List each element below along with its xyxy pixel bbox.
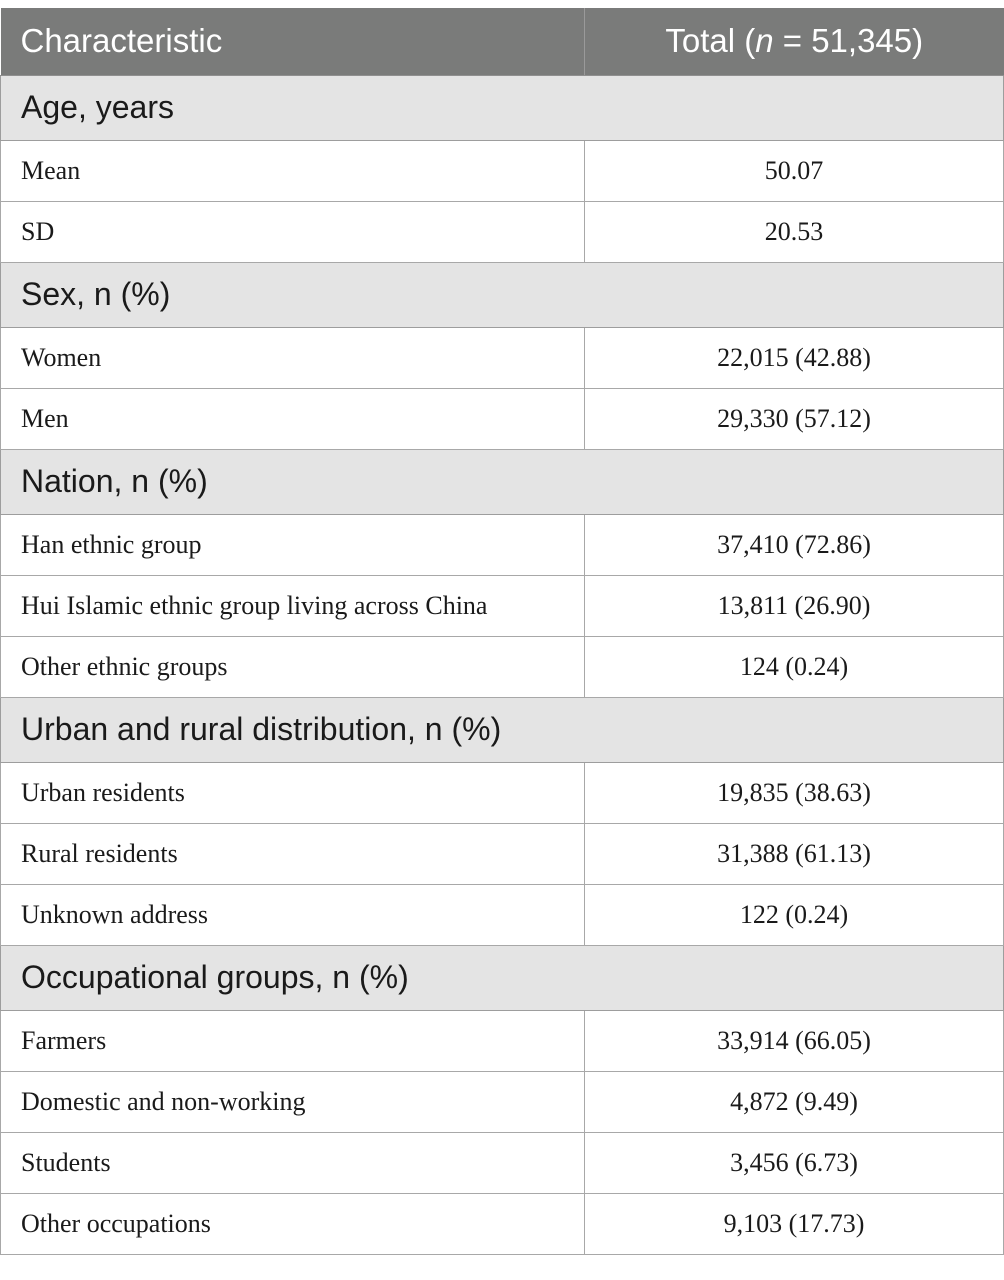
row-label: SD [1, 201, 585, 262]
row-value: 9,103 (17.73) [585, 1193, 1004, 1254]
header-total-suffix: = 51,345) [773, 22, 924, 60]
section-title: Age, years [1, 75, 1004, 140]
row-label: Other ethnic groups [1, 636, 585, 697]
section-title: Occupational groups, n (%) [1, 945, 1004, 1010]
row-label: Students [1, 1132, 585, 1193]
section-row-nation [1, 449, 1004, 514]
row-label: Hui Islamic ethnic group living across China [1, 575, 585, 636]
table-row [1, 1010, 1004, 1071]
row-value: 33,914 (66.05) [585, 1010, 1004, 1071]
section-title: Urban and rural distribution, n (%) [1, 697, 1004, 762]
characteristics-table [0, 8, 1004, 1255]
table-row [1, 1132, 1004, 1193]
characteristics-table-container [0, 8, 1003, 1255]
row-value: 37,410 (72.86) [585, 514, 1004, 575]
header-total [585, 8, 1004, 75]
table-row [1, 884, 1004, 945]
row-value: 29,330 (57.12) [585, 388, 1004, 449]
section-title: Sex, n (%) [1, 262, 1004, 327]
table-row [1, 140, 1004, 201]
section-row-occupational [1, 945, 1004, 1010]
row-value: 124 (0.24) [585, 636, 1004, 697]
header-total-prefix: Total ( [665, 22, 756, 60]
table-row [1, 762, 1004, 823]
header-total-n: n [755, 22, 774, 60]
section-title: Nation, n (%) [1, 449, 1004, 514]
table-row [1, 388, 1004, 449]
section-row-age [1, 75, 1004, 140]
row-label: Men [1, 388, 585, 449]
row-value: 4,872 (9.49) [585, 1071, 1004, 1132]
table-row [1, 201, 1004, 262]
row-value: 50.07 [585, 140, 1004, 201]
row-label: Other occupations [1, 1193, 585, 1254]
table-row [1, 327, 1004, 388]
row-value: 13,811 (26.90) [585, 575, 1004, 636]
row-label: Urban residents [1, 762, 585, 823]
row-value: 20.53 [585, 201, 1004, 262]
row-label: Mean [1, 140, 585, 201]
row-label: Domestic and non-working [1, 1071, 585, 1132]
section-row-urban-rural [1, 697, 1004, 762]
row-value: 31,388 (61.13) [585, 823, 1004, 884]
row-label: Women [1, 327, 585, 388]
row-label: Unknown address [1, 884, 585, 945]
table-row [1, 1071, 1004, 1132]
table-header-row [1, 8, 1004, 75]
row-value: 19,835 (38.63) [585, 762, 1004, 823]
table-row [1, 1193, 1004, 1254]
table-row [1, 514, 1004, 575]
row-label: Rural residents [1, 823, 585, 884]
row-label: Han ethnic group [1, 514, 585, 575]
table-row [1, 575, 1004, 636]
table-row [1, 823, 1004, 884]
table-row [1, 636, 1004, 697]
row-label: Farmers [1, 1010, 585, 1071]
row-value: 122 (0.24) [585, 884, 1004, 945]
header-characteristic: Characteristic [1, 8, 585, 75]
row-value: 22,015 (42.88) [585, 327, 1004, 388]
section-row-sex [1, 262, 1004, 327]
row-value: 3,456 (6.73) [585, 1132, 1004, 1193]
